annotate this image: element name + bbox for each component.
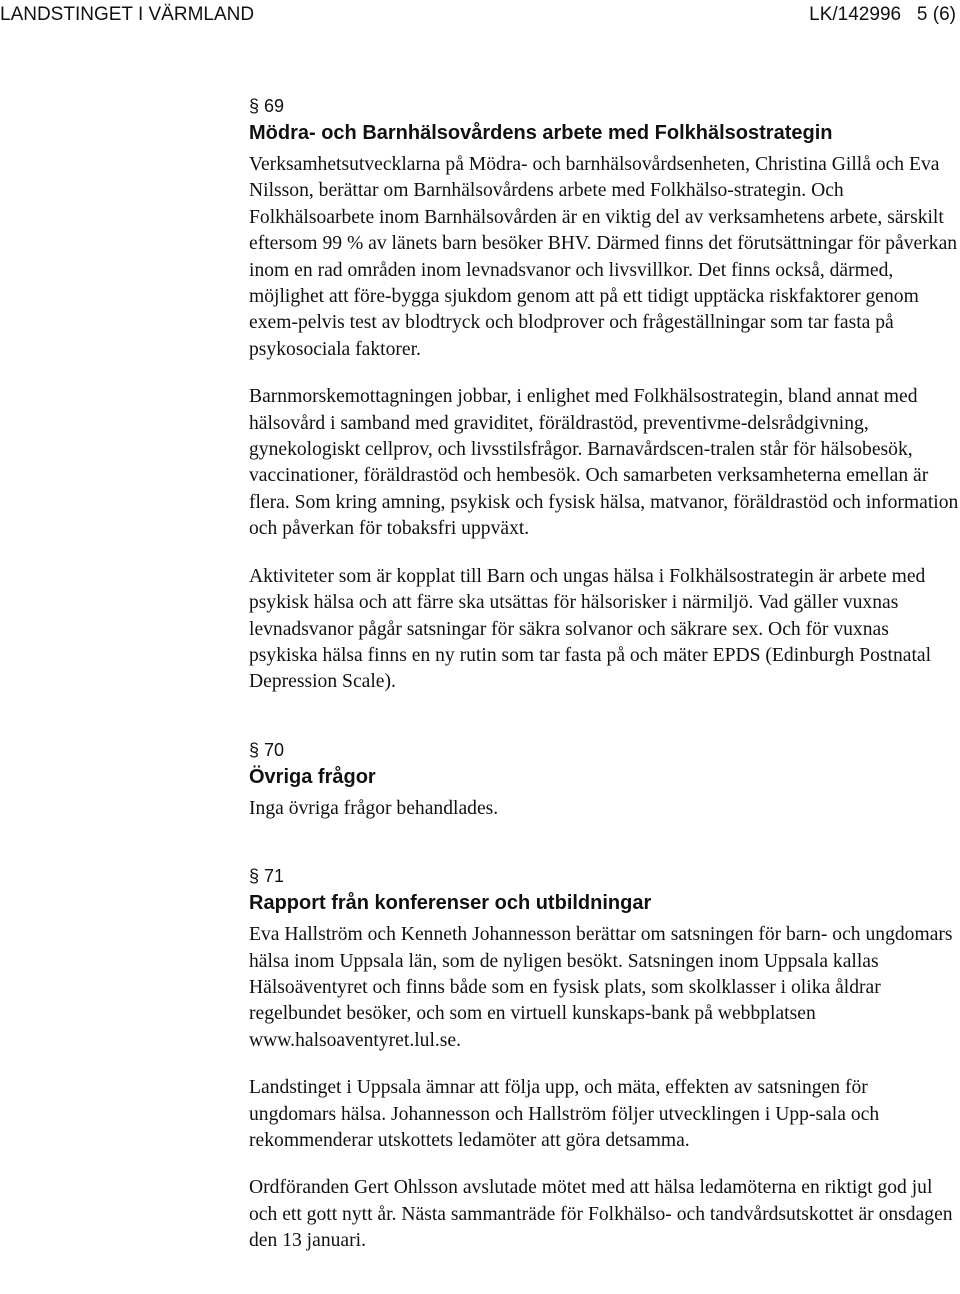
section-number [249,864,959,888]
section-number [249,738,959,762]
reference-number: LK/142996 [809,4,902,25]
paragraph: Aktiviteter som är kopplat till Barn och ungas hälsa i Folkhälsostrategin är arbete med psykisk hälsa och att färre ska utsättas för hälsorisker i närmiljö. Vad gäller vuxnas levnadsvanor pågår satsningar för säkra solvanor och säkrare sex. Och för vuxnas psykiska hälsa finns en ny rutin som tar fasta på och mäter EPDS (Edinburgh Postnatal Depression Scale). [249,565,932,693]
section-number [249,94,959,118]
section-symbol: § [249,866,260,887]
paragraph: Barnmorskemottagningen jobbar, i enlighet med Folkhälsostrategin, bland annat med hälsovård i samband med graviditet, föräldrastöd, preventivme-delsrådgivning, gynekologiskt cellprov, och livsstilsfrågor. Barnavårdscen-tralen står för hälsobesök, vaccinationer, föräldrastöd och hembesök. Och samarbeten verksamheterna emellan är flera. Som kring amning, psykisk och fysisk hälsa, matvanor, föräldrastöd och information och påverkan för tobaksfri uppväxt. [249,386,959,540]
document-body [249,94,959,1255]
section-title: Rapport från konferenser och utbildningar [249,892,652,915]
section-symbol: § [249,739,260,760]
section-number-value: 69 [264,96,285,116]
section-number-value: 71 [264,866,285,887]
paragraph: Verksamhetsutvecklarna på Mödra- och barnhälsovårdsenheten, Christina Gillå och Eva Nilsson, berättar om Barnhälsovårdens arbete med Folkhälso-strategin. Och Folkhälsoarbete inom Barnhälsovården är en viktig del av verksamhetens arbete, särskilt eftersom 99 % av länets barn besöker BHV. Därmed finns det förutsättningar för påverkan inom en rad områden inom levnadsvanor och livsvillkor. Det finns också, därmed, möjlighet att före-bygga sjukdom genom att på ett tidigt upptäcka riskfaktorer genom exem-pelvis test av blodtryck och blodprover och frågeställningar som tar fasta på psykosociala faktorer. [249,154,958,360]
document-reference [809,4,956,26]
paragraph: Landstinget i Uppsala ämnar att följa upp, och mäta, effekten av satsningen för ungdomars hälsa. Johannesson och Hallström följer utvecklingen i Upp-sala och rekommenderar utskottets ledamöter att göra detsamma. [249,1077,880,1151]
section-69 [249,94,959,696]
page-number: 5 (6) [916,4,956,25]
paragraph: Eva Hallström och Kenneth Johannesson berättar om satsningen för barn- och ungdomars hälsa inom Uppsala län, som de nyligen besökt. Satsningen inom Uppsala kallas Hälsoäventyret och finns både som en fysisk plats, som skolklasser i olika åldrar regelbundet besöker, och som en virtuell kunskaps-bank på webbplatsen www.halsoaventyret.lul.se. [249,924,953,1051]
paragraph: Inga övriga frågor behandlades. [249,797,499,819]
section-title: Mödra- och Barnhälsovårdens arbete med Folkhälsostrategin [249,122,833,144]
section-71 [249,864,959,1254]
section-symbol: § [249,96,260,116]
section-number-value: 70 [264,739,285,760]
page-header [0,4,960,26]
paragraph: Ordföranden Gert Ohlsson avslutade mötet med att hälsa ledamöterna en riktigt god jul och ett gott nytt år. Nästa sammanträde för Folkhälso- och tandvårdsutskottet är onsdagen den 13 januari. [249,1177,953,1252]
organization-name: LANDSTINGET I VÄRMLAND [0,4,255,25]
section-70 [249,738,959,822]
section-title: Övriga frågor [249,765,376,788]
